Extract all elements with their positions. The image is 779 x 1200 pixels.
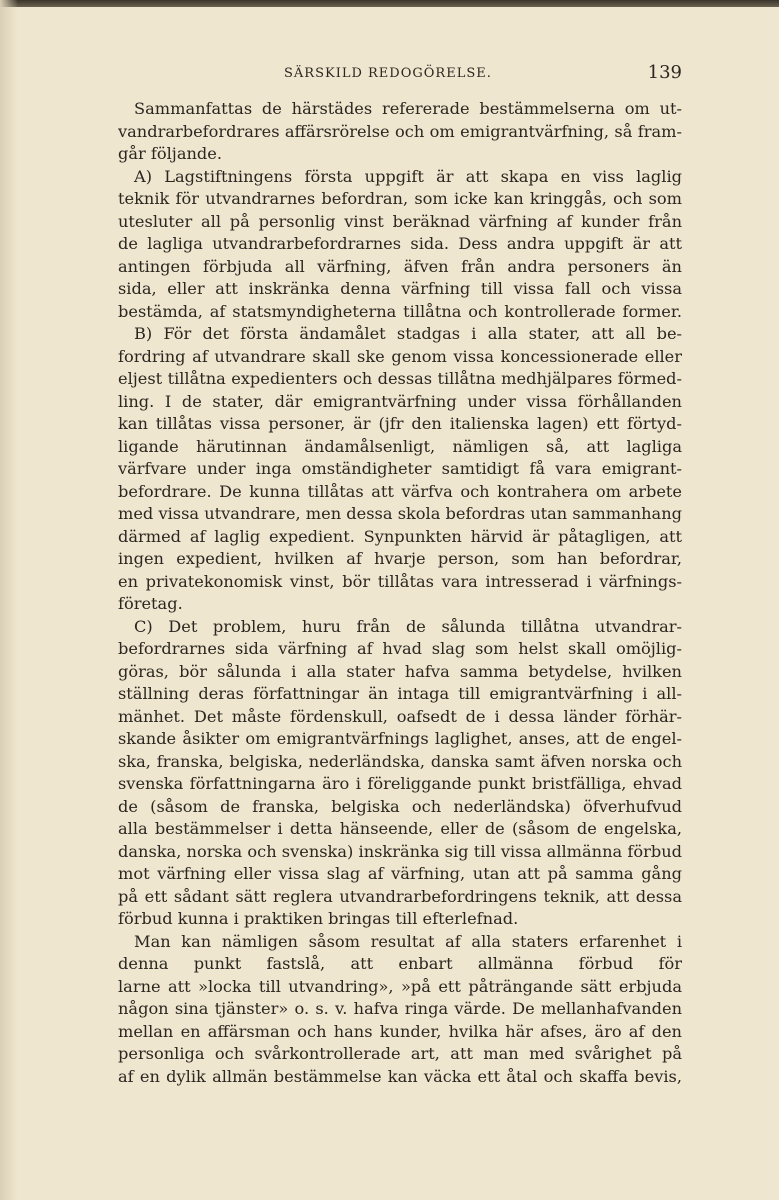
text-line: antingen förbjuda all värfning, äfven från andra personers än: [118, 256, 682, 276]
text-line: mot värfning eller vissa slag af värfning, utan att på samma gång: [118, 864, 682, 883]
text-line: en privatekonomisk vinst, bör tillåtas vara intresserad i värfnings-: [118, 571, 682, 591]
text-line: svenska författningarna äro i föreliggande punkt bristfälliga, ehvad: [118, 774, 682, 793]
text-line: Sammanfattas de härstädes refererade bestämmelserna om ut-: [134, 99, 682, 118]
text-line: förbud kunna i praktiken bringas till efterlefnad.: [118, 909, 519, 928]
text-line: befordrare. De kunna tillåtas att värfva och kontrahera om arbete: [118, 481, 682, 501]
text-line: bestämda, af statsmyndigheterna tillåtna och kontrollerade former.: [118, 301, 682, 321]
text-line: B) För det första ändamålet stadgas i alla stater, att all be-: [134, 324, 682, 343]
text-line: A) Lagstiftningens första uppgift är att skapa en viss laglig: [134, 166, 682, 186]
text-line: kan tillåtas vissa personer, är (jfr den italienska lagen) ett förtyd-: [118, 414, 682, 433]
text-line: går följande.: [118, 144, 222, 163]
text-line: larne att »locka till utvandring», »på ett påträngande sätt erbjuda: [118, 976, 682, 996]
text-line: fordring af utvandrare skall ske genom vissa koncessionerade eller: [118, 346, 682, 366]
text-line: personliga och svårkontrollerade art, att man med svårighet på: [118, 1044, 682, 1063]
running-head: SÄRSKILD REDOGÖRELSE.: [284, 66, 492, 81]
text-line: ställning deras författningar än intaga till emigrantvärfning i all-: [118, 684, 682, 703]
text-line: C) Det problem, huru från de sålunda tillåtna utvandrar-: [134, 616, 682, 636]
text-line: alla bestämmelser i detta hänseende, eller de (såsom de engelska,: [118, 819, 682, 838]
text-line: någon sina tjänster» o. s. v. hafva ringa värde. De mellanhafvanden: [118, 999, 682, 1018]
page-top-edge: [0, 0, 779, 7]
spine-shadow: [0, 0, 18, 1200]
text-line: ling. I de stater, där emigrantvärfning under vissa förhållanden: [118, 391, 682, 411]
page-header: [118, 62, 682, 86]
text-line: värfvare under inga omständigheter samtidigt få vara emigrant-: [118, 459, 682, 478]
text-line: ingen expedient, hvilken af hvarje person, som han befordrar,: [118, 549, 682, 568]
text-line: skande åsikter om emigrantvärfnings laglighet, anses, att de engel-: [118, 729, 682, 748]
text-line: sida, eller att inskränka denna värfning till vissa fall och vissa: [118, 279, 682, 298]
text-line: mellan en affärsman och hans kunder, hvilka här afses, äro af den: [118, 1021, 682, 1041]
text-line: af en dylik allmän bestämmelse kan väcka ett åtal och skaffa bevis,: [118, 1066, 682, 1086]
text-line: göras, bör sålunda i alla stater hafva samma betydelse, hvilken: [118, 661, 682, 681]
text-line: företag.: [118, 594, 183, 613]
text-line: danska, norska och svenska) inskränka sig till vissa allmänna förbud: [118, 841, 682, 861]
text-line: Man kan nämligen såsom resultat af alla staters erfarenhet i: [134, 931, 682, 951]
text-line: teknik för utvandrarnes befordran, som icke kan kringgås, och som: [118, 189, 682, 208]
page-number: 139: [647, 62, 682, 83]
text-line: vandrarbefordrares affärsrörelse och om emigrantvärfning, så fram-: [118, 121, 682, 141]
text-line: eljest tillåtna expedienters och dessas tillåtna medhjälpares förmed-: [118, 369, 682, 388]
body-text: [118, 98, 682, 1088]
text-line: de (såsom de franska, belgiska och nederländska) öfverhufvud: [118, 796, 682, 816]
text-line: på ett sådant sätt reglera utvandrarbefordringens teknik, att dessa: [118, 886, 682, 906]
text-line: mänhet. Det måste fördenskull, oafsedt de i dessa länder förhär-: [118, 706, 682, 726]
text-line: utesluter all på personlig vinst beräknad värfning af kunder från: [118, 211, 682, 231]
text-line: ska, franska, belgiska, nederländska, danska samt äfven norska och: [118, 751, 682, 771]
text-line: med vissa utvandrare, men dessa skola befordras utan sammanhang: [118, 504, 682, 523]
text-line: denna punkt fastslå, att enbart allmänna förbud för: [118, 954, 682, 973]
text-line: de lagliga utvandrarbefordrarnes sida. Dess andra uppgift är att: [118, 234, 682, 253]
text-line: därmed af laglig expedient. Synpunkten härvid är påtagligen, att: [118, 526, 682, 546]
text-line: ligande härutinnan ändamålsenligt, nämligen så, att lagliga: [118, 436, 682, 456]
text-line: befordrarnes sida värfning af hvad slag som helst skall omöjlig-: [118, 639, 682, 658]
